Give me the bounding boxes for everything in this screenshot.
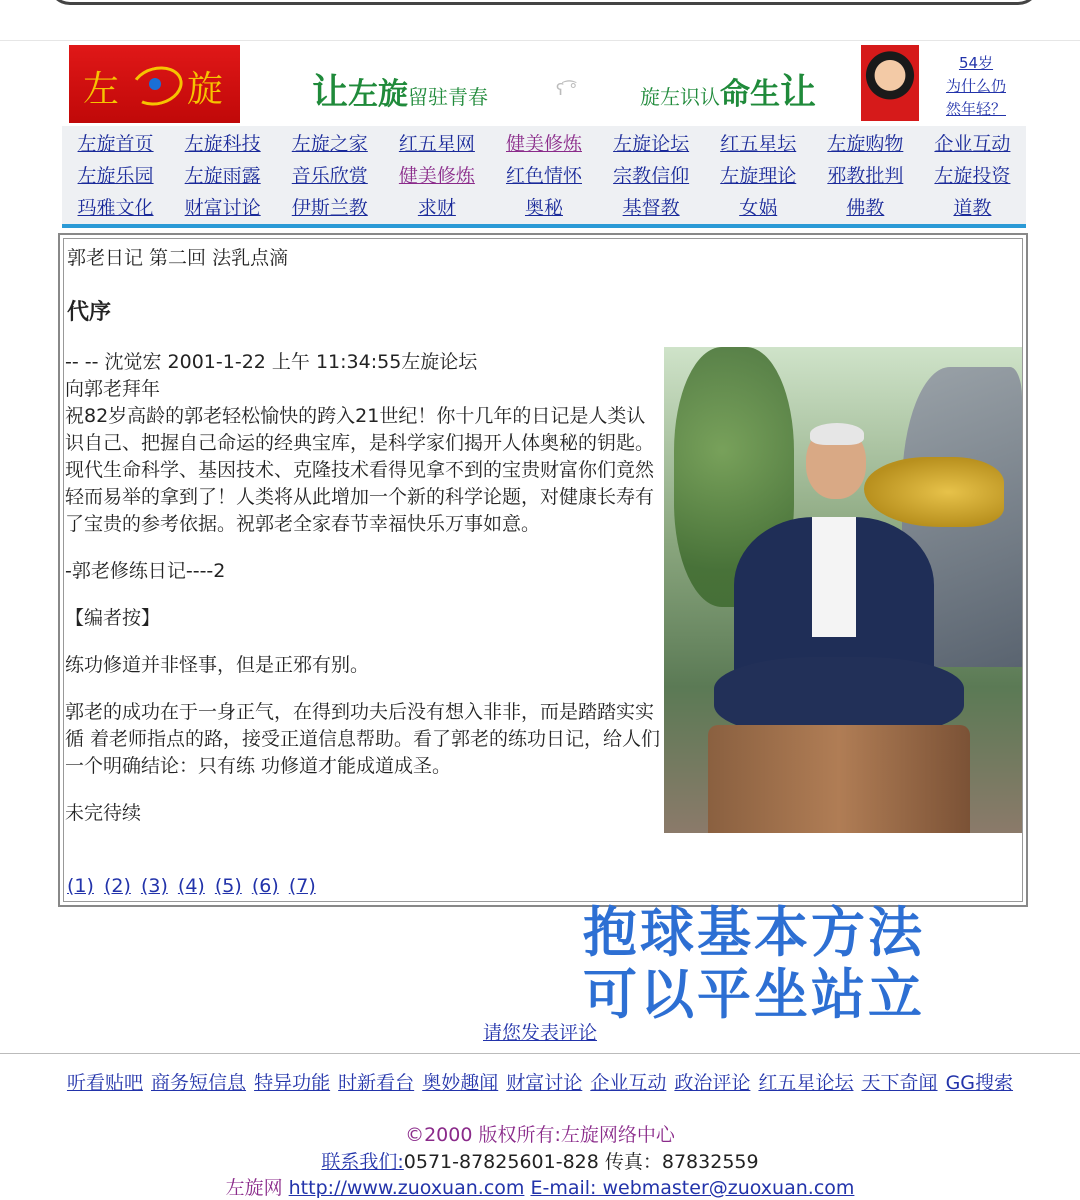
slogan-left-small: 留驻青春: [408, 85, 489, 109]
shirt-shape: [812, 517, 856, 637]
tree-stump-shape: [708, 725, 970, 833]
nav-link[interactable]: 左旋购物: [827, 132, 904, 155]
nav-link[interactable]: 伊斯兰教: [291, 196, 368, 219]
nav-link[interactable]: 邪教批判: [827, 164, 904, 187]
logo-char-right: 旋: [187, 69, 224, 110]
overlay-line-1: 抱球基本方法: [583, 901, 925, 964]
site-label: 左旋网: [225, 1177, 283, 1199]
age-link-box[interactable]: [936, 52, 1016, 121]
nav-link[interactable]: 女娲: [739, 196, 778, 219]
footer-link[interactable]: 红五星论坛: [758, 1072, 854, 1094]
footer-link[interactable]: 商务短信息: [151, 1072, 247, 1094]
email-link[interactable]: E-mail: webmaster@zuoxuan.com: [530, 1177, 855, 1199]
site-logo[interactable]: [69, 45, 240, 123]
dragon-statue-shape: [864, 457, 1004, 527]
nav-link[interactable]: 左旋科技: [184, 132, 261, 155]
nav-link[interactable]: 求财: [417, 196, 456, 219]
top-divider: [0, 40, 1080, 41]
nav-link[interactable]: 玛雅文化: [77, 196, 154, 219]
footer-link[interactable]: 天下奇闻: [861, 1072, 938, 1094]
site-url-link[interactable]: http://www.zuoxuan.com: [288, 1177, 525, 1199]
article-byline: -- -- 沈觉宏 2001-1-22 上午 11:34:55左旋论坛: [65, 351, 478, 373]
nav-link[interactable]: 健美修炼: [505, 132, 582, 155]
nav-link[interactable]: 健美修炼: [398, 164, 475, 187]
nav-link[interactable]: 红五星坛: [720, 132, 797, 155]
page-link[interactable]: (4): [177, 875, 205, 897]
pagination: [67, 875, 320, 897]
nav-link[interactable]: 基督教: [622, 196, 680, 219]
footer-divider: [0, 1053, 1080, 1054]
article-heading: 代序: [67, 300, 112, 325]
nav-row-2: [62, 158, 1026, 190]
main-nav: [62, 126, 1026, 228]
slogan-right-mid: 命生: [720, 77, 780, 112]
to-be-continued: 未完待续: [65, 802, 142, 824]
contact-link[interactable]: 联系我们:: [321, 1151, 404, 1173]
nav-link[interactable]: 左旋理论: [720, 164, 797, 187]
nav-link[interactable]: 奥秘: [524, 196, 563, 219]
browser-frame-edge: [48, 0, 1040, 5]
editor-note: 【编者按】: [65, 607, 161, 629]
slogan-left: [312, 64, 488, 115]
nav-row-3: [62, 190, 1026, 222]
site-url-line: [0, 1173, 1080, 1200]
footer-link[interactable]: 时新看台: [338, 1072, 415, 1094]
footer-link[interactable]: 政治评论: [674, 1072, 751, 1094]
article-paragraph: 祝82岁高龄的郭老轻松愉快的跨入21世纪！你十几年的日记是人类认识自己、把握自己命运的经典宝库，是科学家们揭开人体奥秘的钥匙。现代生命科学、基因技术、克隆技术看得见拿不到的宝贵财富你们竟然轻而易举的拿到了！人类将从此增加一个新的科学论题，对健康长寿有了宝贵的参考依据。祝郭老全家春节幸福快乐万事如意。: [65, 405, 655, 535]
nav-link[interactable]: 道教: [953, 196, 992, 219]
meditation-photo: [664, 347, 1022, 833]
article-box: [58, 233, 1028, 907]
nav-link[interactable]: 宗教信仰: [613, 164, 690, 187]
diary-title: -郭老修练日记----2: [65, 560, 226, 582]
nav-link[interactable]: 左旋论坛: [613, 132, 690, 155]
page-link[interactable]: (6): [251, 875, 279, 897]
slogan-left-mid: 左旋: [348, 77, 409, 112]
article-greeting: 向郭老拜年: [65, 378, 161, 400]
nav-link[interactable]: 红色情怀: [505, 164, 582, 187]
hair-shape: [810, 423, 864, 445]
slogan-right: [640, 64, 816, 115]
nav-link[interactable]: 财富讨论: [184, 196, 261, 219]
birds-decoration: ʕ ͡°: [556, 80, 578, 99]
article-paragraph: 郭老的成功在于一身正气，在得到功夫后没有想入非非，而是踏踏实实循 着老师指点的路，接受正道信息帮助。看了郭老的练功日记，给人们一个明确结论：只有练 功修道才能成道成圣。: [65, 701, 661, 777]
nav-link[interactable]: 左旋乐园: [77, 164, 154, 187]
nav-link[interactable]: 佛教: [846, 196, 885, 219]
copyright: ©2000 版权所有:左旋网络中心: [405, 1124, 675, 1146]
footer-link[interactable]: 特异功能: [254, 1072, 331, 1094]
footer-link[interactable]: 听看贴吧: [66, 1072, 143, 1094]
portrait-photo[interactable]: [861, 45, 919, 121]
comment-link[interactable]: 请您发表评论: [483, 1022, 598, 1044]
nav-link[interactable]: 左旋雨露: [184, 164, 261, 187]
page-link[interactable]: (7): [288, 875, 316, 897]
footer-nav: [0, 1068, 1080, 1095]
footer-link[interactable]: 财富讨论: [506, 1072, 583, 1094]
contact-line: [0, 1147, 1080, 1174]
slogan-right-small: 旋左识认: [640, 85, 720, 109]
slogan-left-big: 让: [312, 72, 349, 113]
nav-link[interactable]: 左旋之家: [291, 132, 368, 155]
footer-link[interactable]: GG搜索: [945, 1072, 1014, 1094]
nav-row-1: [62, 126, 1026, 158]
page-link[interactable]: (1): [67, 875, 94, 897]
nav-link[interactable]: 音乐欣赏: [291, 164, 368, 187]
article-body: [65, 349, 661, 847]
page-link[interactable]: (2): [103, 875, 131, 897]
article-paragraph: 练功修道并非怪事，但是正邪有别。: [65, 654, 370, 676]
footer-link[interactable]: 企业互动: [590, 1072, 667, 1094]
overlay-caption: [583, 902, 925, 1026]
age-link-line-2[interactable]: 为什么仍: [945, 77, 1006, 95]
nav-link[interactable]: 企业互动: [934, 132, 1011, 155]
slogan-right-big: 让: [780, 72, 817, 113]
logo-char-left: 左: [83, 69, 120, 110]
page-link[interactable]: (3): [140, 875, 168, 897]
age-link-line-3[interactable]: 然年轻？: [945, 100, 1006, 118]
nav-link[interactable]: 左旋投资: [934, 164, 1011, 187]
footer-link[interactable]: 奥妙趣闻: [422, 1072, 499, 1094]
page-link[interactable]: (5): [214, 875, 242, 897]
swirl-center-icon: [149, 78, 161, 90]
nav-link[interactable]: 左旋首页: [77, 132, 154, 155]
article-title: 郭老日记 第二回 法乳点滴: [67, 247, 289, 269]
contact-phone: 0571-87825601-828 传真：87832559: [403, 1151, 759, 1173]
overlay-line-2: 可以平坐站立: [583, 963, 925, 1026]
nav-link[interactable]: 红五星网: [398, 132, 475, 155]
age-link-line-1[interactable]: 54岁: [958, 54, 994, 72]
